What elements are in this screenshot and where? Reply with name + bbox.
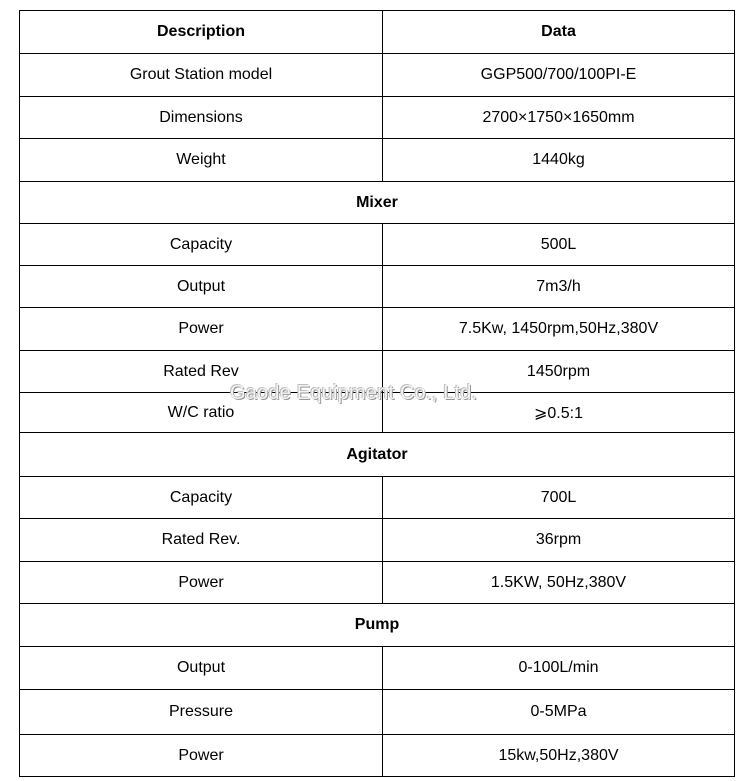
table-row (20, 224, 735, 266)
row-label: Power (20, 308, 383, 351)
row-value: 7.5Kw, 1450rpm,50Hz,380V (383, 308, 735, 351)
table-row (20, 351, 735, 393)
row-label: Capacity (20, 477, 383, 519)
row-value: 15kw,50Hz,380V (383, 735, 735, 777)
section-title-mixer: Mixer (20, 182, 735, 224)
spec-table (19, 10, 735, 777)
section-title-agitator: Agitator (20, 433, 735, 477)
table-row (20, 519, 735, 562)
section-row-agitator (20, 433, 735, 477)
row-label: Pressure (20, 690, 383, 735)
row-value: 500L (383, 224, 735, 266)
table-row (20, 308, 735, 351)
row-value: 0-100L/min (383, 647, 735, 690)
table-row (20, 690, 735, 735)
row-label: Rated Rev. (20, 519, 383, 562)
table-row (20, 139, 735, 182)
row-label: Power (20, 562, 383, 604)
section-row-pump (20, 604, 735, 647)
table-row (20, 735, 735, 777)
row-label: Output (20, 647, 383, 690)
row-label: Grout Station model (20, 54, 383, 97)
table-row (20, 97, 735, 139)
row-value: 1450rpm (383, 351, 735, 393)
table-row (20, 266, 735, 308)
row-label: Output (20, 266, 383, 308)
row-value: 1440kg (383, 139, 735, 182)
row-value: 0-5MPa (383, 690, 735, 735)
row-label: W/C ratio (20, 393, 383, 433)
row-value: GGP500/700/100PI-E (383, 54, 735, 97)
table-header-row (20, 11, 735, 54)
watermark-text: Gaode Equipment Co., Ltd. (230, 382, 478, 404)
table-row (20, 477, 735, 519)
table-row (20, 54, 735, 97)
row-value: 700L (383, 477, 735, 519)
section-title-pump: Pump (20, 604, 735, 647)
row-label: Dimensions (20, 97, 383, 139)
row-value: ⩾0.5:1 (383, 393, 735, 433)
row-value: 7m3/h (383, 266, 735, 308)
row-label: Rated Rev (20, 351, 383, 393)
row-value: 1.5KW, 50Hz,380V (383, 562, 735, 604)
row-label: Capacity (20, 224, 383, 266)
row-value: 2700×1750×1650mm (383, 97, 735, 139)
section-row-mixer (20, 182, 735, 224)
row-label: Weight (20, 139, 383, 182)
table-row (20, 647, 735, 690)
header-data: Data (383, 11, 735, 54)
table-row (20, 393, 735, 433)
row-value: 36rpm (383, 519, 735, 562)
row-label: Power (20, 735, 383, 777)
table-row (20, 562, 735, 604)
header-description: Description (20, 11, 383, 54)
